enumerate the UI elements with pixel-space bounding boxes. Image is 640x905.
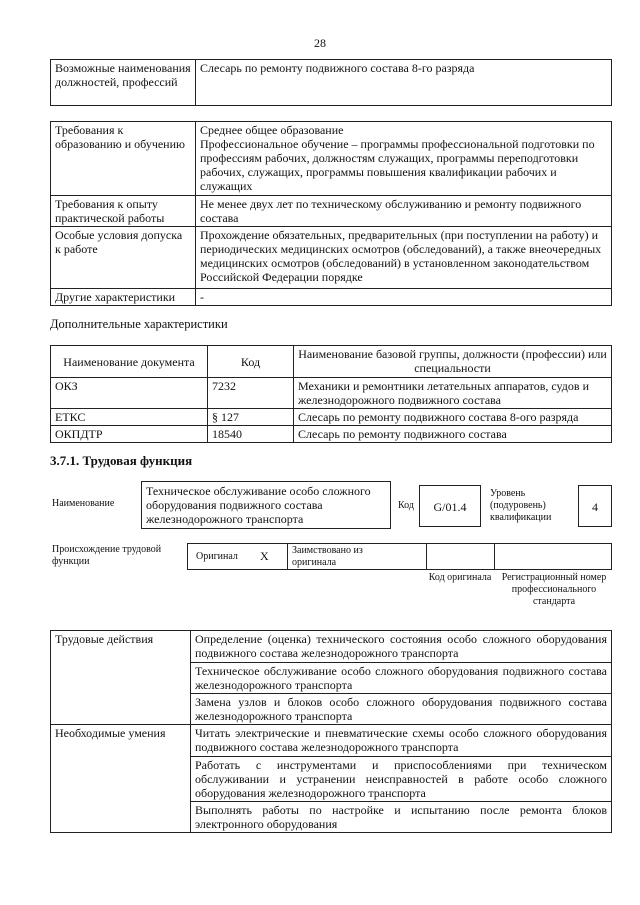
action-item: Замена узлов и блоков особо сложного оборудования подвижного состава железнодорожного транспорта [191, 694, 612, 725]
section-title: 3.7.1. Трудовая функция [50, 453, 193, 468]
function-code-box [419, 485, 481, 527]
origin-row [187, 543, 612, 570]
action-item: Определение (оценка) технического состояния особо сложного оборудования подвижного состава железнодорожного транспорта [191, 631, 612, 663]
origin-label: Происхождение трудовой функции [52, 544, 162, 567]
function-code-value: G/01.4 [433, 500, 467, 514]
origin-divider-2 [426, 544, 427, 569]
row-doc: ОКПДТР [51, 426, 208, 443]
header-name: Наименование базовой группы, должности (профессии) или специальности [294, 346, 612, 378]
header-doc: Наименование документа [51, 346, 208, 378]
other-value: - [196, 289, 612, 306]
other-label: Другие характеристики [51, 289, 196, 306]
skill-item: Читать электрические и пневматические схемы особо сложного оборудования подвижного состава железнодорожного транспорта [191, 725, 612, 757]
function-level-label: Уровень (подуровень) квалификации [490, 488, 552, 523]
function-name-box [141, 481, 391, 529]
function-code-label: Код [398, 500, 414, 511]
row-code: § 127 [208, 409, 294, 426]
header-code: Код [208, 346, 294, 378]
row-doc: ОКЗ [51, 378, 208, 409]
row-doc: ЕТКС [51, 409, 208, 426]
function-level-box [578, 485, 612, 527]
admission-label: Особые условия допуска к работе [51, 227, 196, 289]
skill-item: Работать с инструментами и приспособлениями при техническом обслуживании и устранении неисправностей в работе особо сложного оборудования железнодорожного транспорта [191, 757, 612, 802]
borrowed-label: Заимствовано из оригинала [292, 545, 363, 568]
requirements-table [50, 121, 612, 306]
education-label: Требования к образованию и обучению [51, 122, 196, 196]
skill-item: Выполнять работы по настройке и испытанию после ремонта блоков электронного оборудования [191, 802, 612, 833]
function-name-label: Наименование [52, 498, 115, 509]
origin-divider-1 [287, 544, 288, 569]
admission-value: Прохождение обязательных, предварительных (при поступлении на работу) и периодических медицинских осмотров (обследований), а также внеочередных медицинских осмотров (обследований) в установленном законодательством Российской Федерации порядке [196, 227, 612, 289]
page-number: 28 [314, 36, 326, 50]
actions-skills-table [50, 630, 612, 833]
row-code: 18540 [208, 426, 294, 443]
experience-label: Требования к опыту практической работы [51, 196, 196, 227]
additional-title: Дополнительные характеристики [50, 317, 228, 331]
code-caption: Код оригинала [428, 572, 492, 583]
row-code: 7232 [208, 378, 294, 409]
skills-label: Необходимые умения [51, 725, 191, 833]
action-item: Техническое обслуживание особо сложного оборудования подвижного состава железнодорожного транспорта [191, 663, 612, 694]
positions-table [50, 59, 612, 106]
positions-label: Возможные наименования должностей, профессий [51, 60, 196, 106]
positions-value: Слесарь по ремонту подвижного состава 8-го разряда [196, 60, 612, 106]
origin-divider-3 [494, 544, 495, 569]
row-name: Слесарь по ремонту подвижного состава [294, 426, 612, 443]
experience-value: Не менее двух лет по техническому обслуживанию и ремонту подвижного состава [196, 196, 612, 227]
function-name-value: Техническое обслуживание особо сложного оборудования подвижного состава железнодорожного транспорта [146, 484, 371, 526]
education-value: Среднее общее образование Профессиональное обучение – программы профессиональной подготовки по профессиям рабочих, должностям служащих, программы переподготовки рабочих, служащих, программы повышения квалификации рабочих и служащих [196, 122, 612, 196]
classifiers-table [50, 345, 612, 443]
original-mark: X [260, 549, 269, 563]
row-name: Слесарь по ремонту подвижного состава 8-ого разряда [294, 409, 612, 426]
original-label: Оригинал [196, 551, 238, 562]
function-level-value: 4 [592, 500, 598, 514]
row-name: Механики и ремонтники летательных аппаратов, судов и железнодорожного подвижного состава [294, 378, 612, 409]
reg-caption: Регистрационный номер профессионального стандарта [501, 572, 607, 607]
actions-label: Трудовые действия [51, 631, 191, 725]
